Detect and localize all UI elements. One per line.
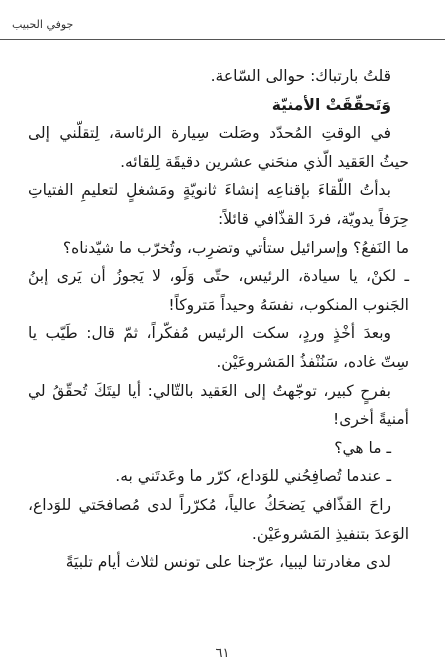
section-heading: وَتَحقّقَتْ الأمنيّة <box>271 95 391 114</box>
paragraph: لدى مغادرتنا ليبيا، عرّجنا على تونس لثلاث أيام تلبيَةً <box>65 553 391 572</box>
page-body <box>28 62 409 577</box>
paragraph: وبعدَ أخْذٍ وردٍ، سكت الرئيس مُفكّراً، ثمّ قال: طَيّب يا سِتّ غاده، سَنُنْفذُ المَشروعَيْن. <box>28 324 409 371</box>
paragraph: ـ لكنْ، يا سيادة، الرئيس، حتّى وَلَو، لا يَجوزُ أن يَرى إبنُ الجَنوب المنكوب، نفسَهُ وحيداً مَتروكاً! <box>28 267 409 314</box>
paragraph: ـ عندما تُصافِحُني للوَداع، كرّر ما وعَدتَني به. <box>115 467 391 486</box>
paragraph: قلتُ بارتباك: حوالى السّاعة. <box>210 67 391 85</box>
paragraph: في الوقتِ المُحدّد وصَلت سِيارة الرئاسة، لِتقلّني إلى حيثُ العَقيد الّذي منحَني عشرين دقيقَة لِلقائه. <box>28 124 409 171</box>
page-number: ٦١ <box>215 646 230 661</box>
paragraph: بدأتُ اللّقاءَ بإقناعِه إنشاءَ ثانويّةٍ ومَشغلٍ لتعليمِ الفتياتِ حِرَفاً يدويّة، فردَ القذّافي قائلاً: <box>28 181 409 228</box>
running-header-title: جوفي الحبيب <box>12 18 74 31</box>
paragraph: بفرحٍ كبير، توجّهتُ إلى العَقيد بالتّالي: أيا ليتَكَ تُحقّقُ لي أمنيةً أخرى! <box>28 381 409 429</box>
paragraph: راحَ القذّافي يَضحَكُ عالياً، مُكرّراً لدى مُصافحَتي للوَداع، الوَعدَ بتنفيذِ المَشروعَيْن. <box>28 495 409 543</box>
paragraph: ـ ما هي؟ <box>334 438 391 457</box>
header-divider <box>0 39 445 40</box>
paragraph: ما النَفعُ؟ وإسرائيل ستأتي وتضرِب، وتُخرّب ما شيّدناه؟ <box>62 238 409 257</box>
